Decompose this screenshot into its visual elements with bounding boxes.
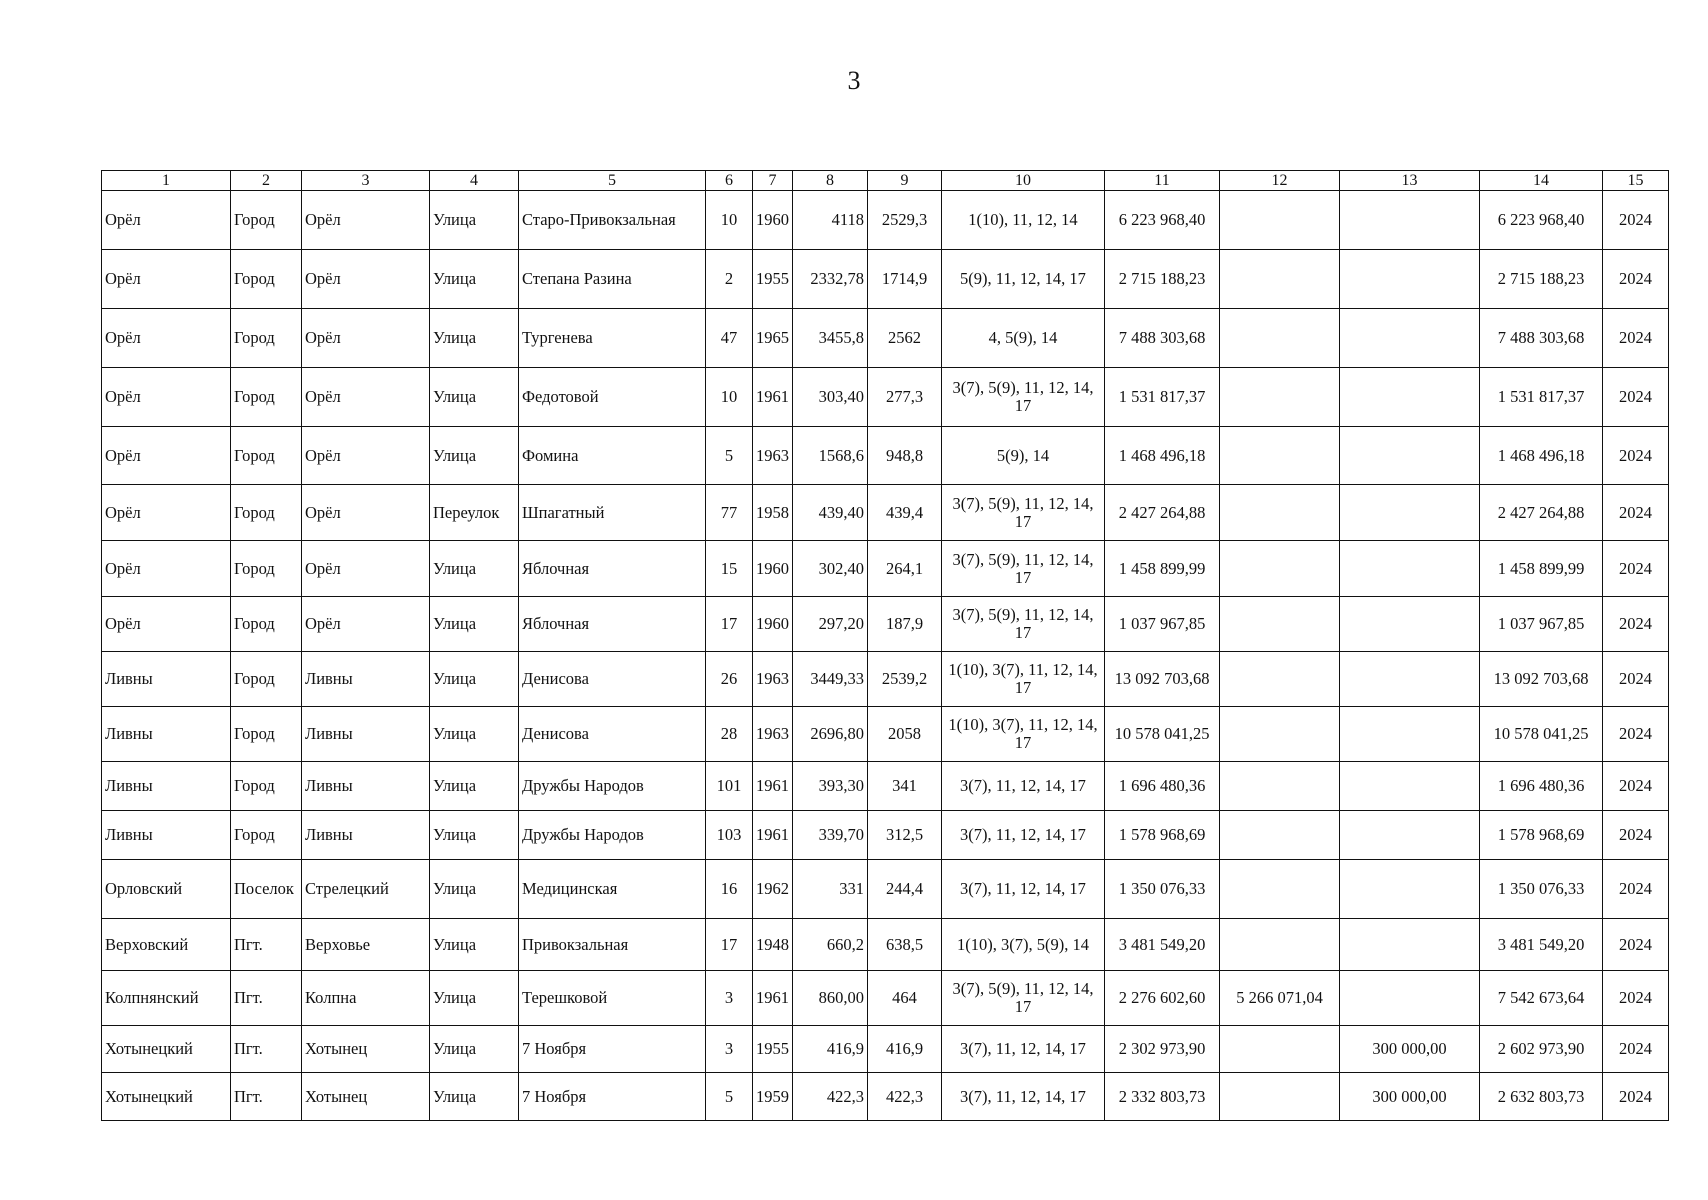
table-cell: 2024	[1603, 707, 1669, 762]
table-row	[102, 1073, 1669, 1121]
table-cell: 2 715 188,23	[1480, 250, 1603, 309]
table-cell: Улица	[430, 250, 519, 309]
table-cell: 7 Ноября	[519, 1026, 706, 1073]
table-cell: Улица	[430, 860, 519, 919]
table-cell	[1220, 427, 1340, 485]
table-cell: Яблочная	[519, 541, 706, 597]
table-cell: 3(7), 11, 12, 14, 17	[942, 860, 1105, 919]
table-cell: 3449,33	[793, 652, 868, 707]
table-cell: Орёл	[302, 368, 430, 427]
column-number-header: 4	[430, 171, 519, 191]
table-cell: 422,3	[868, 1073, 942, 1121]
table-cell: Город	[231, 485, 302, 541]
table-cell: 6 223 968,40	[1480, 191, 1603, 250]
table-row	[102, 1026, 1669, 1073]
table-cell: 2562	[868, 309, 942, 368]
table-body	[102, 191, 1669, 1121]
table-cell: 47	[706, 309, 753, 368]
table-cell: Хотынецкий	[102, 1073, 231, 1121]
table-cell: Орёл	[302, 541, 430, 597]
table-cell: 300 000,00	[1340, 1073, 1480, 1121]
table-cell: Город	[231, 368, 302, 427]
table-cell: Медицинская	[519, 860, 706, 919]
table-cell: Город	[231, 191, 302, 250]
table-cell: Ливны	[302, 707, 430, 762]
table-cell: 28	[706, 707, 753, 762]
table-cell: 297,20	[793, 597, 868, 652]
table-cell: 393,30	[793, 762, 868, 811]
table-cell: 3 481 549,20	[1480, 919, 1603, 971]
table-cell: Ливны	[102, 707, 231, 762]
table-cell: 1 531 817,37	[1480, 368, 1603, 427]
table-cell	[1340, 309, 1480, 368]
table-cell: 2024	[1603, 811, 1669, 860]
table-cell: 5 266 071,04	[1220, 971, 1340, 1026]
table-cell: 1 037 967,85	[1480, 597, 1603, 652]
table-row	[102, 811, 1669, 860]
table-cell: Пгт.	[231, 1073, 302, 1121]
table-cell: Улица	[430, 971, 519, 1026]
table-cell: Орёл	[102, 191, 231, 250]
table-cell: 1568,6	[793, 427, 868, 485]
table-cell: Улица	[430, 427, 519, 485]
table-cell: Город	[231, 597, 302, 652]
table-cell: Улица	[430, 541, 519, 597]
table-cell	[1340, 762, 1480, 811]
table-cell: 464	[868, 971, 942, 1026]
table-cell: Улица	[430, 811, 519, 860]
table-cell: Денисова	[519, 652, 706, 707]
table-row	[102, 368, 1669, 427]
table-row	[102, 860, 1669, 919]
table-cell: Степана Разина	[519, 250, 706, 309]
table-cell: 3(7), 5(9), 11, 12, 14, 17	[942, 541, 1105, 597]
table-cell: Тургенева	[519, 309, 706, 368]
table-cell: 339,70	[793, 811, 868, 860]
table-cell: 3(7), 11, 12, 14, 17	[942, 1073, 1105, 1121]
table-cell: 10	[706, 191, 753, 250]
table-cell: 1955	[753, 1026, 793, 1073]
table-cell: 2696,80	[793, 707, 868, 762]
table-cell: Верховье	[302, 919, 430, 971]
table-cell: Федотовой	[519, 368, 706, 427]
table-cell	[1340, 427, 1480, 485]
table-cell: 10 578 041,25	[1480, 707, 1603, 762]
table-cell	[1220, 652, 1340, 707]
table-cell: 2024	[1603, 250, 1669, 309]
table-row	[102, 971, 1669, 1026]
table-cell: Дружбы Народов	[519, 811, 706, 860]
column-number-header: 1	[102, 171, 231, 191]
table-cell	[1220, 1073, 1340, 1121]
table-cell: Старо-Привокзальная	[519, 191, 706, 250]
table-cell: 187,9	[868, 597, 942, 652]
table-cell: 103	[706, 811, 753, 860]
table-cell: Город	[231, 652, 302, 707]
table-cell: Орёл	[102, 541, 231, 597]
table-cell: 439,4	[868, 485, 942, 541]
column-number-header: 11	[1105, 171, 1220, 191]
table-cell: 1(10), 3(7), 11, 12, 14, 17	[942, 652, 1105, 707]
table-cell: 13 092 703,68	[1105, 652, 1220, 707]
table-cell: 244,4	[868, 860, 942, 919]
table-cell: 10	[706, 368, 753, 427]
table-cell	[1220, 919, 1340, 971]
table-cell: Орёл	[302, 597, 430, 652]
column-number-header: 7	[753, 171, 793, 191]
table-cell: 1962	[753, 860, 793, 919]
table-cell: 264,1	[868, 541, 942, 597]
column-number-header: 15	[1603, 171, 1669, 191]
table-cell	[1340, 597, 1480, 652]
table-cell: 2024	[1603, 919, 1669, 971]
table-row	[102, 485, 1669, 541]
table-cell: 4, 5(9), 14	[942, 309, 1105, 368]
table-cell: 1714,9	[868, 250, 942, 309]
table-row	[102, 597, 1669, 652]
table-cell: 1960	[753, 597, 793, 652]
page-number: 3	[847, 66, 861, 95]
table-cell: 5(9), 11, 12, 14, 17	[942, 250, 1105, 309]
table-cell: 1(10), 3(7), 5(9), 14	[942, 919, 1105, 971]
table-cell: Улица	[430, 707, 519, 762]
table-cell: Пгт.	[231, 919, 302, 971]
table-cell	[1220, 191, 1340, 250]
table-cell: 1 350 076,33	[1105, 860, 1220, 919]
table-cell: 2024	[1603, 427, 1669, 485]
table-cell: 439,40	[793, 485, 868, 541]
table-cell: 5(9), 14	[942, 427, 1105, 485]
table-cell: 1961	[753, 811, 793, 860]
table-cell: Орёл	[302, 427, 430, 485]
table-cell: 416,9	[793, 1026, 868, 1073]
column-number-header: 8	[793, 171, 868, 191]
table-cell: 2024	[1603, 597, 1669, 652]
table-cell: Улица	[430, 309, 519, 368]
table-cell: 302,40	[793, 541, 868, 597]
table-cell	[1340, 652, 1480, 707]
table-cell	[1340, 971, 1480, 1026]
table-row	[102, 652, 1669, 707]
table-cell: 1 696 480,36	[1105, 762, 1220, 811]
table-cell: Стрелецкий	[302, 860, 430, 919]
table-cell	[1340, 860, 1480, 919]
table-cell: 3455,8	[793, 309, 868, 368]
table-cell: Орёл	[102, 250, 231, 309]
table-cell: 1 350 076,33	[1480, 860, 1603, 919]
table-cell: 1958	[753, 485, 793, 541]
table-cell: 77	[706, 485, 753, 541]
table-cell: Орёл	[102, 368, 231, 427]
table-cell: Пгт.	[231, 971, 302, 1026]
table-cell: Город	[231, 250, 302, 309]
table-cell: 3 481 549,20	[1105, 919, 1220, 971]
table-row	[102, 541, 1669, 597]
table-cell	[1220, 707, 1340, 762]
table-cell: 10 578 041,25	[1105, 707, 1220, 762]
table-cell: Поселок	[231, 860, 302, 919]
table-cell: 422,3	[793, 1073, 868, 1121]
table-cell	[1220, 762, 1340, 811]
table-cell: 3(7), 5(9), 11, 12, 14, 17	[942, 368, 1105, 427]
table-cell	[1340, 485, 1480, 541]
table-cell: 26	[706, 652, 753, 707]
table-cell: Денисова	[519, 707, 706, 762]
table-cell: 948,8	[868, 427, 942, 485]
table-cell: Ливны	[302, 762, 430, 811]
table-cell: 1 696 480,36	[1480, 762, 1603, 811]
table-cell: 1 468 496,18	[1105, 427, 1220, 485]
table-cell: Хотынец	[302, 1073, 430, 1121]
table-cell	[1340, 919, 1480, 971]
table-cell: Орёл	[102, 597, 231, 652]
table-cell	[1340, 707, 1480, 762]
table-cell: 1 468 496,18	[1480, 427, 1603, 485]
table-cell: 15	[706, 541, 753, 597]
table-cell: 3(7), 11, 12, 14, 17	[942, 1026, 1105, 1073]
table-cell: 1960	[753, 191, 793, 250]
column-number-header: 9	[868, 171, 942, 191]
table-row	[102, 762, 1669, 811]
table-cell: 2058	[868, 707, 942, 762]
column-number-header: 13	[1340, 171, 1480, 191]
table-cell: Город	[231, 707, 302, 762]
table-row	[102, 707, 1669, 762]
table-cell: 1961	[753, 762, 793, 811]
table-cell	[1340, 541, 1480, 597]
table-cell: Хотынецкий	[102, 1026, 231, 1073]
table-cell: 2024	[1603, 971, 1669, 1026]
table-cell: 7 488 303,68	[1105, 309, 1220, 368]
table-cell: 1 037 967,85	[1105, 597, 1220, 652]
table-cell: Орёл	[102, 427, 231, 485]
table-cell: 2024	[1603, 191, 1669, 250]
table-cell: Улица	[430, 652, 519, 707]
table-cell: 3	[706, 1026, 753, 1073]
table-cell: 3	[706, 971, 753, 1026]
column-number-header: 12	[1220, 171, 1340, 191]
table-cell: 4118	[793, 191, 868, 250]
table-cell: Орёл	[302, 309, 430, 368]
table-cell: Фомина	[519, 427, 706, 485]
table-cell: 1 458 899,99	[1105, 541, 1220, 597]
table-cell: 312,5	[868, 811, 942, 860]
table-row	[102, 250, 1669, 309]
table-cell: 2024	[1603, 652, 1669, 707]
table-row	[102, 191, 1669, 250]
housing-register-table	[101, 170, 1669, 1121]
table-cell: 1 578 968,69	[1480, 811, 1603, 860]
table-cell: Терешковой	[519, 971, 706, 1026]
table-cell: 16	[706, 860, 753, 919]
table-cell: 101	[706, 762, 753, 811]
table-cell: Город	[231, 762, 302, 811]
table-cell: 1960	[753, 541, 793, 597]
table-row	[102, 919, 1669, 971]
table-cell: 1(10), 11, 12, 14	[942, 191, 1105, 250]
table-cell: 303,40	[793, 368, 868, 427]
table-cell: 300 000,00	[1340, 1026, 1480, 1073]
table-cell: 3(7), 5(9), 11, 12, 14, 17	[942, 971, 1105, 1026]
table-cell: 3(7), 5(9), 11, 12, 14, 17	[942, 597, 1105, 652]
column-number-header: 10	[942, 171, 1105, 191]
table-cell: Колпнянский	[102, 971, 231, 1026]
table-cell: 2 302 973,90	[1105, 1026, 1220, 1073]
table-cell: 2332,78	[793, 250, 868, 309]
table-cell	[1340, 368, 1480, 427]
table-cell: 1963	[753, 427, 793, 485]
table-cell: 2 632 803,73	[1480, 1073, 1603, 1121]
table-row	[102, 309, 1669, 368]
column-number-header: 3	[302, 171, 430, 191]
table-header	[102, 171, 1669, 191]
table-cell: 2 602 973,90	[1480, 1026, 1603, 1073]
table-cell: 7 542 673,64	[1480, 971, 1603, 1026]
table-cell: Ливны	[102, 652, 231, 707]
table-cell: 5	[706, 427, 753, 485]
table-cell: 3(7), 11, 12, 14, 17	[942, 811, 1105, 860]
table-cell: Верховский	[102, 919, 231, 971]
table-cell: 1 531 817,37	[1105, 368, 1220, 427]
table-cell: 341	[868, 762, 942, 811]
table-cell: Улица	[430, 919, 519, 971]
table-cell: Орёл	[102, 485, 231, 541]
table-cell: 1(10), 3(7), 11, 12, 14, 17	[942, 707, 1105, 762]
table-cell: 1965	[753, 309, 793, 368]
table-cell: 17	[706, 597, 753, 652]
table-cell: Привокзальная	[519, 919, 706, 971]
table-cell: 1948	[753, 919, 793, 971]
table-cell: Колпна	[302, 971, 430, 1026]
table-cell: 2539,2	[868, 652, 942, 707]
table-cell: 2 427 264,88	[1480, 485, 1603, 541]
table-cell: Орёл	[302, 191, 430, 250]
table-cell: Хотынец	[302, 1026, 430, 1073]
table-cell: 1961	[753, 971, 793, 1026]
table-cell: 6 223 968,40	[1105, 191, 1220, 250]
table-cell	[1220, 811, 1340, 860]
column-number-header: 14	[1480, 171, 1603, 191]
table-cell: 2024	[1603, 368, 1669, 427]
column-number-header: 5	[519, 171, 706, 191]
table-cell	[1220, 541, 1340, 597]
table-cell: 660,2	[793, 919, 868, 971]
table-cell: 3(7), 11, 12, 14, 17	[942, 762, 1105, 811]
table-cell	[1220, 597, 1340, 652]
table-cell: Орловский	[102, 860, 231, 919]
table-cell: 2024	[1603, 860, 1669, 919]
table-cell: 331	[793, 860, 868, 919]
table-cell: 2024	[1603, 1073, 1669, 1121]
table-cell	[1340, 811, 1480, 860]
table-cell: 2	[706, 250, 753, 309]
table-cell: Орёл	[302, 485, 430, 541]
table-cell: Город	[231, 427, 302, 485]
table-cell: 1955	[753, 250, 793, 309]
table-cell: 2024	[1603, 309, 1669, 368]
table-cell: Шпагатный	[519, 485, 706, 541]
table-cell: 1961	[753, 368, 793, 427]
table-row	[102, 427, 1669, 485]
table-cell: Улица	[430, 1026, 519, 1073]
table-cell	[1220, 368, 1340, 427]
table-cell	[1220, 485, 1340, 541]
table-cell: 2529,3	[868, 191, 942, 250]
column-number-header: 2	[231, 171, 302, 191]
table-cell: 2 715 188,23	[1105, 250, 1220, 309]
table-cell: 2 276 602,60	[1105, 971, 1220, 1026]
table-cell: Город	[231, 309, 302, 368]
table-cell: 277,3	[868, 368, 942, 427]
table-cell: Ливны	[302, 652, 430, 707]
table-cell: 860,00	[793, 971, 868, 1026]
table-cell: 2 427 264,88	[1105, 485, 1220, 541]
table-cell	[1220, 250, 1340, 309]
table-cell: Яблочная	[519, 597, 706, 652]
table-cell: 7 Ноября	[519, 1073, 706, 1121]
table-cell: 1963	[753, 707, 793, 762]
table-cell: 1959	[753, 1073, 793, 1121]
table-cell: 7 488 303,68	[1480, 309, 1603, 368]
table-cell: Улица	[430, 368, 519, 427]
table-cell: Улица	[430, 762, 519, 811]
table-cell: 2024	[1603, 541, 1669, 597]
table-cell: Ливны	[302, 811, 430, 860]
table-cell: 13 092 703,68	[1480, 652, 1603, 707]
table-cell: 1963	[753, 652, 793, 707]
table-cell: Улица	[430, 191, 519, 250]
table-cell	[1340, 250, 1480, 309]
column-number-row	[102, 171, 1669, 191]
table-cell: 416,9	[868, 1026, 942, 1073]
table-cell: 2024	[1603, 485, 1669, 541]
table-cell: Орёл	[102, 309, 231, 368]
table-cell: Переулок	[430, 485, 519, 541]
table-cell	[1220, 1026, 1340, 1073]
table-cell	[1220, 860, 1340, 919]
table-cell	[1340, 191, 1480, 250]
table-cell: 638,5	[868, 919, 942, 971]
table-cell: Город	[231, 541, 302, 597]
table-cell: Ливны	[102, 811, 231, 860]
column-number-header: 6	[706, 171, 753, 191]
table-cell: Пгт.	[231, 1026, 302, 1073]
table-cell: Дружбы Народов	[519, 762, 706, 811]
table-cell: 5	[706, 1073, 753, 1121]
table-cell: Ливны	[102, 762, 231, 811]
table-cell: 3(7), 5(9), 11, 12, 14, 17	[942, 485, 1105, 541]
table-cell: 17	[706, 919, 753, 971]
table-cell: 1 578 968,69	[1105, 811, 1220, 860]
table-cell	[1220, 309, 1340, 368]
table-cell: 2024	[1603, 762, 1669, 811]
table-cell: 2 332 803,73	[1105, 1073, 1220, 1121]
table-cell: Город	[231, 811, 302, 860]
table-cell: Улица	[430, 597, 519, 652]
table-cell: Улица	[430, 1073, 519, 1121]
table-cell: Орёл	[302, 250, 430, 309]
table-cell: 1 458 899,99	[1480, 541, 1603, 597]
table-cell: 2024	[1603, 1026, 1669, 1073]
